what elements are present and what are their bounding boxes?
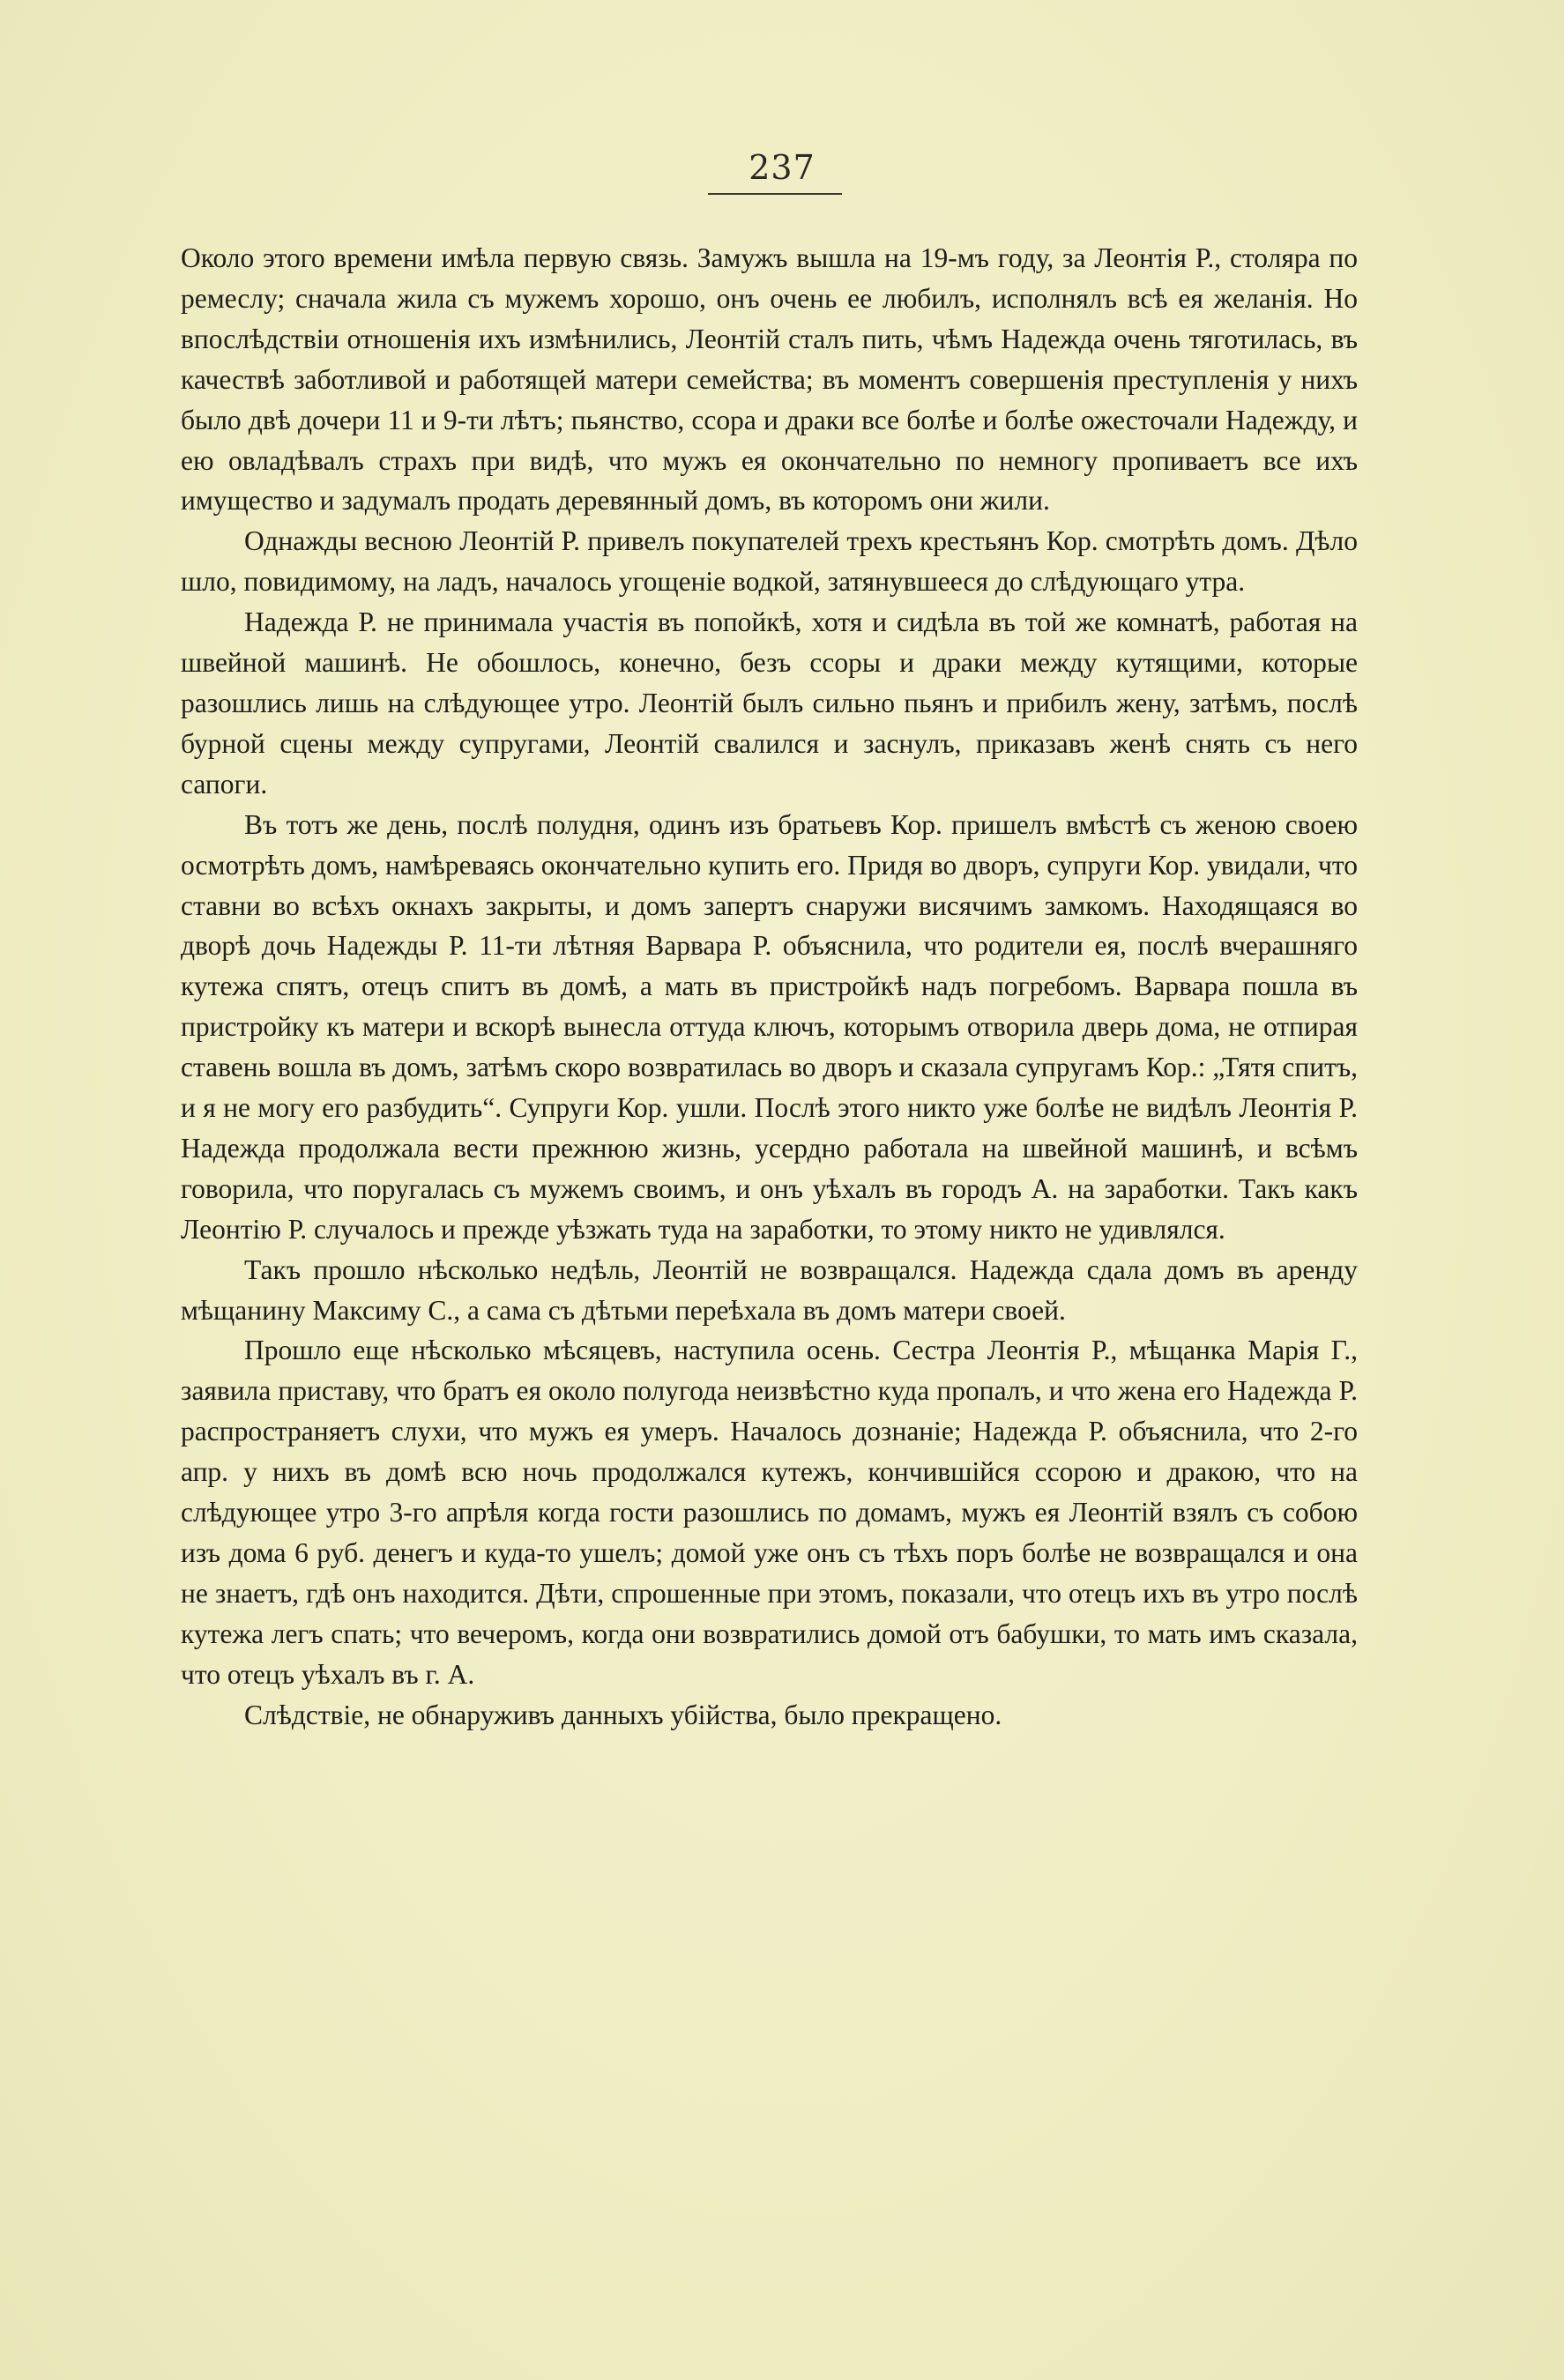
body-text [181, 238, 1358, 1736]
page-number: 237 [748, 148, 816, 187]
paragraph-4: Въ тотъ же день, послѣ полудня, одинъ изъ братьевъ Кор. пришелъ вмѣстѣ съ женою своею осмотрѣть домъ, намѣреваясь окончательно купить его. Придя во дворъ, супруги Кор. увидали, что ставни во всѣхъ окнахъ закрыты, и домъ запертъ снаружи висячимъ замкомъ. Находящаяся во дворѣ дочь Надежды Р. 11-ти лѣтняя Варвара Р. объяснила, что родители ея, послѣ вчерашняго кутежа спятъ, отецъ спитъ въ домѣ, а мать въ пристройкѣ надъ погребомъ. Варвара пошла въ пристройку къ матери и вскорѣ вынесла оттуда ключъ, которымъ отворила дверь дома, не отпирая ставень вошла въ домъ, затѣмъ скоро возвратилась во дворъ и сказала супругамъ Кор.: „Тятя спитъ, и я не могу его разбудить“. Супруги Кор. ушли. Послѣ этого никто уже болѣе не видѣлъ Леонтія Р. Надежда продолжала вести прежнюю жизнь, усердно работала на швейной машинѣ, и всѣмъ говорила, что поругалась съ мужемъ своимъ, и онъ уѣхалъ въ городъ А. на заработки. Такъ какъ Леонтію Р. случалось и прежде уѣзжать туда на заработки, то этому никто не удивлялся. [181, 808, 1358, 1245]
paragraph-7: Слѣдствіе, не обнаруживъ данныхъ убійства, было прекращено. [244, 1699, 1002, 1730]
page-number-underline [708, 193, 842, 195]
paragraph-1: Около этого времени имѣла первую связь. Замужъ вышла на 19-мъ году, за Леонтія Р., столяра по ремеслу; сначала жила съ мужемъ хорошо, онъ очень ее любилъ, исполнялъ всѣ ея желанія. Но впослѣдствіи отношенія ихъ измѣнились, Леонтій сталъ пить, чѣмъ Надежда очень тяготилась, въ качествѣ заботливой и работящей матери семейства; въ моментъ совершенія преступленія у нихъ было двѣ дочери 11 и 9-ти лѣтъ; пьянство, ссора и драки все болѣе и болѣе ожесточали Надежду, и ею овладѣвалъ страхъ при видѣ, что мужъ ея окончательно по немногу пропиваетъ все ихъ имущество и задумалъ продать деревянный домъ, въ которомъ они жили. [181, 242, 1358, 517]
paragraph-5: Такъ прошло нѣсколько недѣль, Леонтій не возвращался. Надежда сдала домъ въ аренду мѣщанину Максиму С., а сама съ дѣтьми переѣхала въ домъ матери своей. [181, 1253, 1358, 1326]
paragraph-6: Прошло еще нѣсколько мѣсяцевъ, наступила осень. Сестра Леонтія Р., мѣщанка Марія Г., заявила приставу, что братъ ея около полугода неизвѣстно куда пропалъ, и что жена его Надежда Р. распространяетъ слухи, что мужъ ея умеръ. Началось дознаніе; Надежда Р. объяснила, что 2-го апр. у нихъ въ домѣ всю ночь продолжался кутежъ, кончившійся ссорою и дракою, что на слѣдующее утро 3-го апрѣля когда гости разошлись по домамъ, мужъ ея Леонтій взялъ съ собою изъ дома 6 руб. денегъ и куда-то ушелъ; домой уже онъ съ тѣхъ поръ болѣе не возвращался и она не знаетъ, гдѣ онъ находится. Дѣти, спрошенные при этомъ, показали, что отецъ ихъ въ утро послѣ кутежа легъ спать; что вечеромъ, когда они возвратились домой отъ бабушки, то мать имъ сказала, что отецъ уѣхалъ въ г. А. [181, 1335, 1358, 1690]
paragraph-2: Однажды весною Леонтій Р. привелъ покупателей трехъ крестьянъ Кор. смотрѣть домъ. Дѣло шло, повидимому, на ладъ, началось угощеніе водкой, затянувшееся до слѣдующаго утра. [181, 525, 1358, 598]
paragraph-3: Надежда Р. не принимала участія въ попойкѣ, хотя и сидѣла въ той же комнатѣ, работая на швейной машинѣ. Не обошлось, конечно, безъ ссоры и драки между кутящими, которые разошлись лишь на слѣдующее утро. Леонтій былъ сильно пьянъ и прибилъ жену, затѣмъ, послѣ бурной сцены между супругами, Леонтій свалился и заснулъ, приказавъ женѣ снять съ него сапоги. [181, 606, 1358, 800]
